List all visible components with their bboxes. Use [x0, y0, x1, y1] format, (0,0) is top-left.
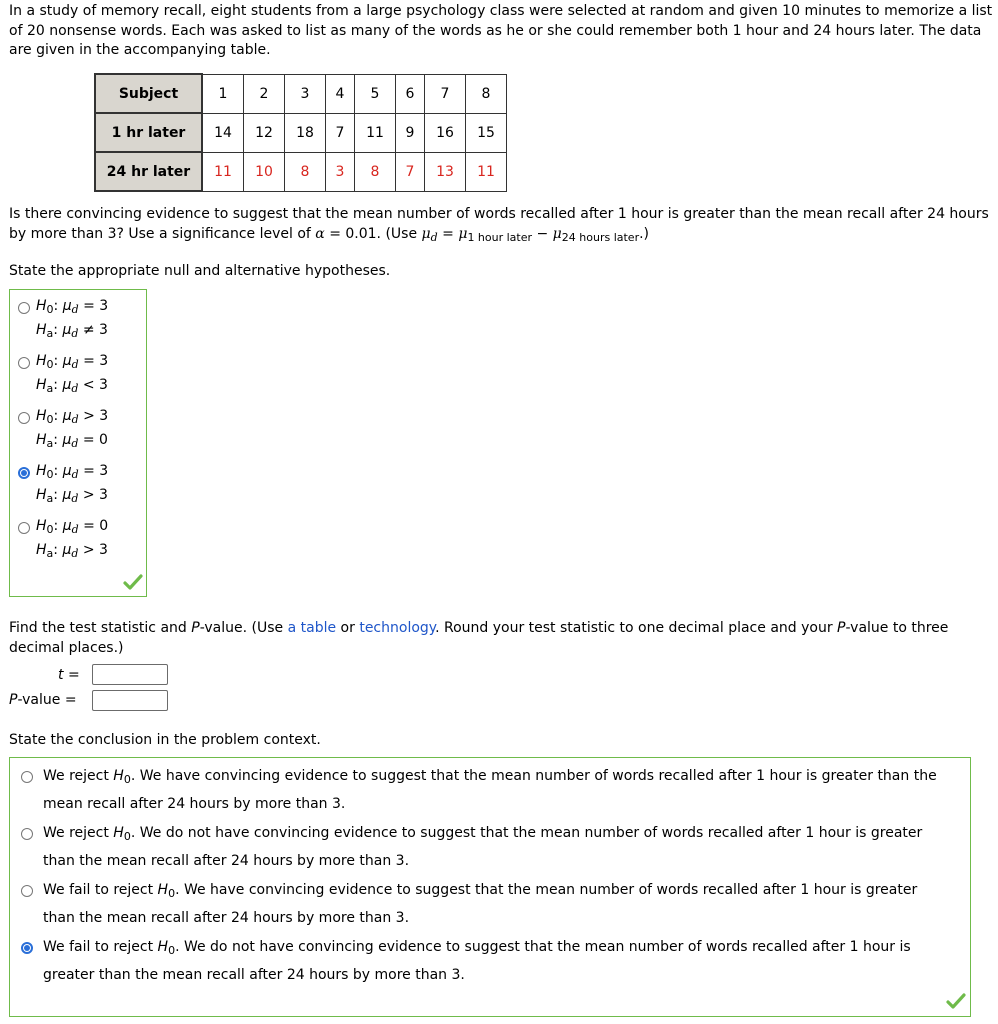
h-sub: 0: [123, 773, 131, 786]
conclusion-rest: . We have convincing evidence to suggest that the mean number of words recalled after 1 hour is greater than the mean recall after 24 hours by more than 3.: [43, 882, 918, 926]
twentyfour-hr-cell: 8: [285, 152, 326, 191]
sub-1hr: 1 hour later: [467, 230, 533, 244]
hypotheses-prompt: State the appropriate null and alternative hypotheses.: [9, 263, 391, 279]
h-symbol: H: [36, 432, 47, 448]
mu-symbol: μ: [62, 298, 72, 314]
alt-hypothesis: $H_a$: $\mu_d > 3$: [36, 487, 108, 505]
t-symbol: t: [58, 667, 64, 683]
h-symbol: H: [36, 353, 47, 369]
one-hr-cell: 14: [202, 113, 244, 152]
h-sub: a: [46, 492, 54, 505]
alt-value: > 3: [82, 487, 108, 503]
one-hr-cell: 15: [466, 113, 507, 152]
table-row-subject: [95, 74, 507, 113]
conclusion-lead: We reject: [43, 768, 114, 784]
subject-cell: 8: [466, 74, 507, 113]
mu-sub: d: [71, 358, 79, 371]
mu-symbol: μ: [552, 225, 562, 242]
twentyfour-hr-cell: 7: [396, 152, 425, 191]
conclusion-text: [43, 877, 953, 932]
p-italic: P: [191, 620, 200, 636]
h-sub: 0: [123, 830, 131, 843]
alt-hypothesis: $H_a$: $\mu_d > 3$: [36, 542, 108, 560]
null-hypothesis: $H_0$: $\mu_d = 0$: [36, 518, 109, 536]
mu-sub: d: [71, 547, 79, 560]
t-statistic-input[interactable]: [92, 664, 168, 685]
eq-sign: =: [437, 225, 459, 242]
mu-sub: d: [71, 382, 79, 395]
alt-value: < 3: [82, 377, 108, 393]
alt-hypothesis: $H_a$: $\mu_d < 3$: [36, 377, 108, 395]
twentyfour-hr-cell: 11: [466, 152, 507, 191]
mu-symbol: μ: [421, 225, 431, 242]
conclusion-text: [43, 763, 953, 818]
question-line1: Is there convincing evidence to suggest that the mean number of words recalled after 1 hour is greater than the mean recall after 24 hours: [9, 206, 989, 222]
h-sub: 0: [46, 303, 54, 316]
h-sub: a: [46, 382, 54, 395]
find-text-line2: decimal places.): [9, 639, 124, 656]
radio-button[interactable]: [18, 412, 30, 424]
subject-cell: 7: [425, 74, 466, 113]
h-symbol: H: [36, 298, 47, 314]
conclusions-answer-box: [9, 757, 971, 1017]
technology-link[interactable]: technology: [359, 620, 436, 636]
mu-sub: d: [71, 413, 79, 426]
row-header-subject: Subject: [95, 74, 202, 113]
radio-button[interactable]: [21, 885, 33, 897]
radio-button[interactable]: [18, 522, 30, 534]
p-italic: P: [837, 620, 846, 636]
sub-24hr: 24 hours later: [561, 230, 640, 244]
one-hr-cell: 11: [355, 113, 396, 152]
correct-check-icon: [123, 574, 143, 590]
mu-symbol: μ: [62, 322, 72, 338]
radio-button[interactable]: [21, 771, 33, 783]
one-hr-cell: 9: [396, 113, 425, 152]
alt-value: > 3: [82, 542, 108, 558]
null-value: = 3: [83, 353, 109, 369]
table-link[interactable]: a table: [287, 620, 337, 636]
h-sub: a: [46, 547, 54, 560]
conclusion-rest: . We do not have convincing evidence to suggest that the mean number of words recalled after 1 hour is greater than the mean recall after 24 hours by more than 3.: [43, 825, 923, 869]
find-text-c: or: [336, 620, 360, 636]
minus-sign: −: [532, 225, 553, 242]
h-sub: 0: [46, 358, 54, 371]
one-hr-cell: 18: [285, 113, 326, 152]
subject-cell: 5: [355, 74, 396, 113]
alt-hypothesis: $H_a$: $\mu_d = 0$: [36, 432, 108, 450]
radio-button[interactable]: [18, 302, 30, 314]
radio-button[interactable]: [18, 357, 30, 369]
h-sub: a: [46, 437, 54, 450]
alt-value: = 0: [82, 432, 108, 448]
null-value: = 0: [83, 518, 109, 534]
correct-check-icon: [946, 993, 966, 1009]
mu-sub: d: [71, 492, 79, 505]
question-line2a: by more than 3? Use a significance level of: [9, 225, 316, 242]
mu-sub: d: [71, 523, 79, 536]
null-value: > 3: [83, 408, 109, 424]
find-text-b: -value. (Use: [199, 620, 288, 636]
mu-symbol: μ: [458, 225, 468, 242]
subject-cell: 3: [285, 74, 326, 113]
twentyfour-hr-cell: 13: [425, 152, 466, 191]
h-symbol: H: [157, 882, 169, 898]
h-symbol: H: [36, 322, 47, 338]
t-label: [58, 667, 80, 683]
conclusion-text: [43, 934, 953, 989]
row-header-1hr: 1 hr later: [95, 113, 202, 152]
conclusion-lead: We fail to reject: [43, 882, 158, 898]
question-line2b: = 0.01. (Use: [324, 225, 422, 242]
question-text: [9, 205, 997, 244]
h-sub: 0: [46, 413, 54, 426]
null-hypothesis: $H_0$: $\mu_d = 3$: [36, 353, 109, 371]
t-equals: =: [67, 667, 80, 683]
h-symbol: H: [36, 487, 47, 503]
h-sub: 0: [46, 468, 54, 481]
radio-button[interactable]: [21, 828, 33, 840]
question-close: .): [639, 225, 650, 242]
subject-cell: 1: [202, 74, 244, 113]
mu-sub: d: [71, 303, 79, 316]
h-symbol: H: [113, 825, 124, 841]
one-hr-cell: 16: [425, 113, 466, 152]
h-symbol: H: [36, 463, 47, 479]
twentyfour-hr-cell: 10: [244, 152, 285, 191]
subject-cell: 2: [244, 74, 285, 113]
mu-symbol: μ: [62, 408, 72, 424]
find-statistic-text: [9, 619, 997, 658]
conclusion-lead: We reject: [43, 825, 114, 841]
null-hypothesis: $H_0$: $\mu_d = 3$: [36, 298, 109, 316]
intro-text: In a study of memory recall, eight students from a large psychology class were selected at random and given 10 minutes to memorize a list of 20 nonsense words. Each was asked to list as many of the words as he or she could remember both 1 hour and 24 hours later. The data are given in the accompanying table.: [9, 3, 993, 58]
h-sub: 0: [46, 523, 54, 536]
p-value-input[interactable]: [92, 690, 168, 711]
table-row-24hr: [95, 152, 507, 191]
alt-value: ≠ 3: [82, 322, 108, 338]
h-sub: 0: [168, 887, 176, 900]
mu-symbol: μ: [62, 542, 72, 558]
mu-symbol: μ: [62, 463, 72, 479]
mu-symbol: μ: [62, 353, 72, 369]
conclusion-lead: We fail to reject: [43, 939, 158, 955]
alt-hypothesis: $H_a$: $\mu_d \ne 3$: [36, 322, 108, 340]
subject-cell: 4: [326, 74, 355, 113]
table-row-1hr: [95, 113, 507, 152]
hypotheses-answer-box: [9, 289, 147, 597]
mu-sub: d: [71, 468, 79, 481]
h-sub: a: [46, 327, 54, 340]
h-symbol: H: [157, 939, 169, 955]
find-text-e: -value to three: [845, 620, 949, 636]
conclusion-text: [43, 820, 953, 875]
null-hypothesis: $H_0$: $\mu_d = 3$: [36, 463, 109, 481]
mu-symbol: μ: [62, 487, 72, 503]
radio-button[interactable]: [18, 467, 30, 479]
sub-d: d: [430, 230, 438, 244]
p-suffix: -value: [17, 692, 61, 708]
h-symbol: H: [36, 518, 47, 534]
radio-button[interactable]: [21, 942, 33, 954]
find-text-d: . Round your test statistic to one decimal place and your: [435, 620, 838, 636]
h-symbol: H: [36, 542, 47, 558]
twentyfour-hr-cell: 11: [202, 152, 244, 191]
h-symbol: H: [36, 377, 47, 393]
twentyfour-hr-cell: 8: [355, 152, 396, 191]
h-sub: 0: [168, 944, 176, 957]
p-symbol: P: [9, 692, 18, 708]
null-value: = 3: [83, 463, 109, 479]
null-hypothesis: $H_0$: $\mu_d > 3$: [36, 408, 109, 426]
alpha-symbol: α: [315, 225, 325, 242]
null-value: = 3: [83, 298, 109, 314]
one-hr-cell: 12: [244, 113, 285, 152]
mu-sub: d: [71, 437, 79, 450]
conclusion-prompt: State the conclusion in the problem context.: [9, 732, 321, 748]
mu-symbol: μ: [62, 432, 72, 448]
h-symbol: H: [113, 768, 124, 784]
subject-cell: 6: [396, 74, 425, 113]
conclusion-rest: . We have convincing evidence to suggest that the mean number of words recalled after 1 hour is greater than the mean recall after 24 hours by more than 3.: [43, 768, 937, 812]
find-text-a: Find the test statistic and: [9, 620, 192, 636]
mu-symbol: μ: [62, 518, 72, 534]
p-equals: =: [64, 692, 77, 708]
data-table: [94, 73, 507, 192]
conclusion-rest: . We do not have convincing evidence to suggest that the mean number of words recalled after 1 hour is greater than the mean recall after 24 hours by more than 3.: [43, 939, 911, 983]
twentyfour-hr-cell: 3: [326, 152, 355, 191]
row-header-24hr: 24 hr later: [95, 152, 202, 191]
p-value-label: [9, 692, 77, 708]
mu-symbol: μ: [62, 377, 72, 393]
one-hr-cell: 7: [326, 113, 355, 152]
mu-sub: d: [71, 327, 79, 340]
h-symbol: H: [36, 408, 47, 424]
